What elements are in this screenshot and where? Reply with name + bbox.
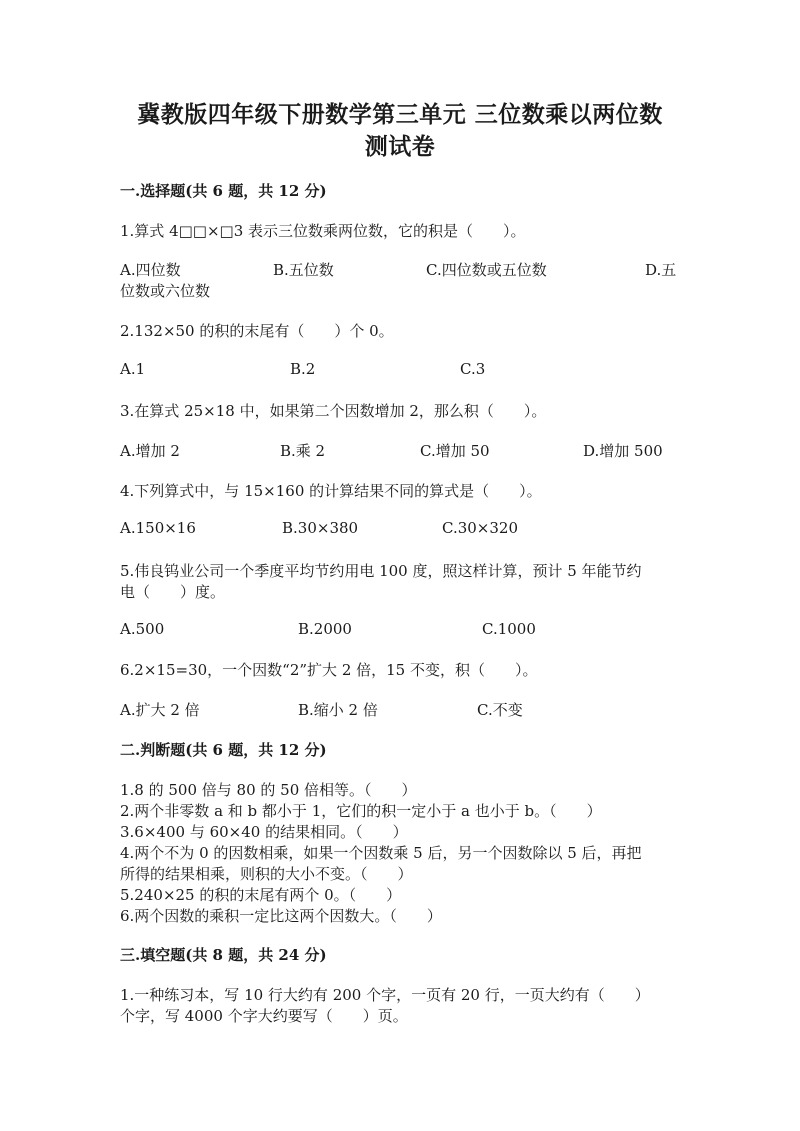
option-b: B.缩小 2 倍 [298,701,378,719]
option-d-continued: 位数或六位数 [120,282,211,300]
option-b: B.乘 2 [280,442,326,460]
option-a: A.增加 2 [120,442,180,460]
question-stem-continued: 电（ ）度。 [120,583,226,601]
option-c: C.30×320 [442,519,518,537]
option-a: A.500 [120,620,165,638]
option-b: B.2000 [298,620,352,638]
option-a: A.扩大 2 倍 [120,701,200,719]
page-title: 冀教版四年级下册数学第三单元 三位数乘以两位数 [137,101,663,128]
option-a: A.150×16 [120,519,196,537]
judge-item: 6.两个因数的乘积一定比这两个因数大。（ ） [120,907,442,925]
question-stem: 1.算式 4□□×□3 表示三位数乘两位数，它的积是（ ）。 [120,222,526,240]
judge-item: 4.两个不为 0 的因数相乘，如果一个因数乘 5 后，另一个因数除以 5 后，再把 [120,844,642,862]
option-c: C.1000 [482,620,536,638]
section-heading-judge: 二.判断题(共 6 题，共 12 分) [120,741,327,759]
section-heading-fill: 三.填空题(共 8 题，共 24 分) [120,946,327,964]
judge-item: 2.两个非零数 a 和 b 都小于 1，它们的积一定小于 a 也小于 b。（ ） [120,802,602,820]
section-heading-choice: 一.选择题(共 6 题，共 12 分) [120,182,327,200]
option-c: C.不变 [477,701,523,719]
judge-item: 1.8 的 500 倍与 80 的 50 倍相等。（ ） [120,781,417,799]
judge-item: 5.240×25 的积的末尾有两个 0。（ ） [120,886,402,904]
question-stem: 4.下列算式中，与 15×160 的计算结果不同的算式是（ ）。 [120,482,542,500]
option-a: A.四位数 [120,261,181,279]
question-stem: 1.一种练习本，写 10 行大约有 200 个字，一页有 20 行，一页大约有（ ） [120,986,650,1004]
judge-item-continued: 所得的结果相乘，则积的大小不变。（ ） [120,865,413,883]
option-c: C.四位数或五位数 [426,261,547,279]
question-stem: 3.在算式 25×18 中，如果第二个因数增加 2，那么积（ ）。 [120,402,547,420]
option-c: C.3 [460,360,486,378]
option-d: D.五 [645,261,677,279]
option-b: B.30×380 [282,519,359,537]
judge-item: 3.6×400 与 60×40 的结果相同。（ ） [120,823,408,841]
question-stem-continued: 个字，写 4000 个字大约要写（ ）页。 [120,1007,408,1025]
option-b: B.五位数 [273,261,334,279]
option-c: C.增加 50 [420,442,490,460]
question-stem: 6.2×15=30，一个因数“2”扩大 2 倍，15 不变，积（ ）。 [120,661,538,679]
page-title-line2: 测试卷 [364,133,436,160]
option-a: A.1 [120,360,146,378]
option-d: D.增加 500 [583,442,663,460]
question-stem: 2.132×50 的积的末尾有（ ）个 0。 [120,322,394,340]
option-b: B.2 [290,360,316,378]
question-stem: 5.伟良钨业公司一个季度平均节约用电 100 度，照这样计算，预计 5 年能节约 [120,562,642,580]
